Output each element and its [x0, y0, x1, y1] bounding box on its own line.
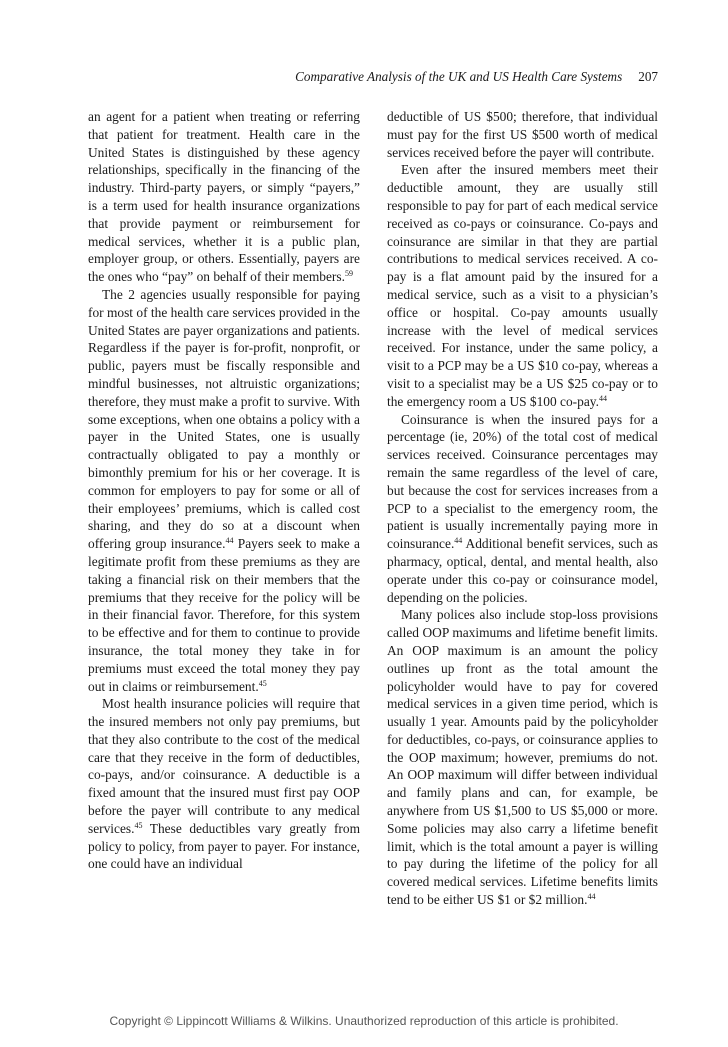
left-column	[88, 108, 360, 873]
reference-superscript: 44	[454, 536, 463, 546]
paragraph-text: The 2 agencies usually responsible for paying for most of the health care services provided in the United States are payer organizations and patients. Regardless if the payer is for-profit, nonprofit, or public, payers must be fiscally responsible and mindful businesses, not altruistic organizations; therefore, they must make a profit to survive. With some exceptions, when one obtains a policy with a payer in the United States, one is usually contractually obligated to pay a monthly or bimonthly premium for his or her coverage. It is common for employers to pay for some or all of their employees’ premiums, which is called cost sharing, and they do so at a discount when offering group insurance.	[88, 286, 360, 552]
paragraph-text: These deductibles vary greatly from policy to policy, from payer to payer. For instance, one could have an individual	[88, 820, 360, 872]
paragraph-co-pays	[387, 161, 658, 410]
paragraph-text: Payers seek to make a legitimate profit from these premiums as they are taking a financial risk on their members that the premiums that they receive for the policy will be in their financial favor. Therefore, for this system to be effective and for them to continue to provide insurance, the total money they take in for premiums must exceed the total money they pay out in claims or reimbursement.	[88, 536, 360, 694]
paragraph-text: an agent for a patient when treating or referring that patient for treatment. Health care in the United States is distinguished by these agency relationships, specifically in the financing of the industry. Third-party payers, or simply “payers,” is a term used for health insurance organizations that provide payment or reimbursement for medical services, whether it is a public plan, employer group, or others. Essentially, payers are the ones who “pay” on behalf of their members.	[88, 109, 360, 285]
reference-superscript: 44	[587, 892, 596, 902]
running-head-title: Comparative Analysis of the UK and US Health Care Systems	[295, 69, 623, 84]
reference-superscript: 45	[134, 820, 143, 830]
paragraph-coinsurance	[387, 411, 658, 607]
reference-superscript: 44	[225, 536, 234, 546]
paragraph-text: Many polices also include stop-loss provisions called OOP maximums and lifetime benefit limits. An OOP maximum is an amount the policy outlines up front as the total amount the policyholder would have to pay for covered medical services in a given time period, which is usually 1 year. Amounts paid by the policyholder for deductibles, co-pays, or coinsurance applies to the OOP maximum; however, premiums do not. An OOP maximum will differ between individual and family plans and can, for example, be anywhere from US $1,500 to US $5,000 or more. Some policies may also carry a lifetime benefit limit, which is the total amount a payer is willing to pay during the lifetime of the policy for all covered medical services. Lifetime benefits limits tend to be either US $1 or $2 million.	[387, 607, 658, 908]
right-column	[387, 108, 658, 909]
paragraph-oop-maximums	[387, 606, 658, 909]
paragraph-payer-organizations	[88, 286, 360, 695]
reference-superscript: 45	[258, 678, 267, 688]
reference-superscript: 44	[598, 393, 607, 403]
paragraph-text: Most health insurance policies will require that the insured members not only pay premiums, but that they also contribute to the cost of the medical care that they receive in the form of deductibles, co-pays, and/or coinsurance. A deductible is a fixed amount that the insured must first pay OOP before the payer will contribute to any medical services.	[88, 696, 360, 836]
paragraph-text: Additional benefit services, such as pharmacy, optical, dental, and mental health, also operate under this co-pay or coinsurance model, depending on the policies.	[387, 536, 658, 605]
paragraph-agency-relationships	[88, 108, 360, 286]
paragraph-text: Coinsurance is when the insured pays for a percentage (ie, 20%) of the total cost of medical services received. Coinsurance percentages may remain the same regardless of the level of care, but because the cost for services increases from a PCP to a specialist to the emergency room, the patient is usually incrementally paying more in coinsurance.	[387, 411, 658, 552]
paragraph-deductible-continued	[387, 108, 658, 161]
paragraph-deductibles	[88, 695, 360, 873]
paragraph-text: deductible of US $500; therefore, that individual must pay for the first US $500 worth of medical services received before the payer will contribute.	[387, 109, 658, 160]
copyright-notice: Copyright © Lippincott Williams & Wilkins. Unauthorized reproduction of this article is prohibited.	[109, 1014, 619, 1028]
page-number: 207	[638, 69, 658, 84]
paragraph-text: Even after the insured members meet their deductible amount, they are usually still responsible to pay for part of each medical service received as co-pays or coinsurance. Co-pays and coinsurance are similar in that they are partial contributions to medical services received. A co-pay is a flat amount paid by the insured for a medical service, such as a visit to a physician’s office or hospital. Co-pay amounts usually increase with the level of medical services received. For instance, under the same policy, a visit to a PCP may be a US $10 co-pay, whereas a visit to a specialist may be a US $25 co-pay or to the emergency room a US $100 co-pay.	[387, 162, 658, 409]
running-head	[88, 69, 658, 85]
reference-superscript: 59	[344, 269, 353, 279]
